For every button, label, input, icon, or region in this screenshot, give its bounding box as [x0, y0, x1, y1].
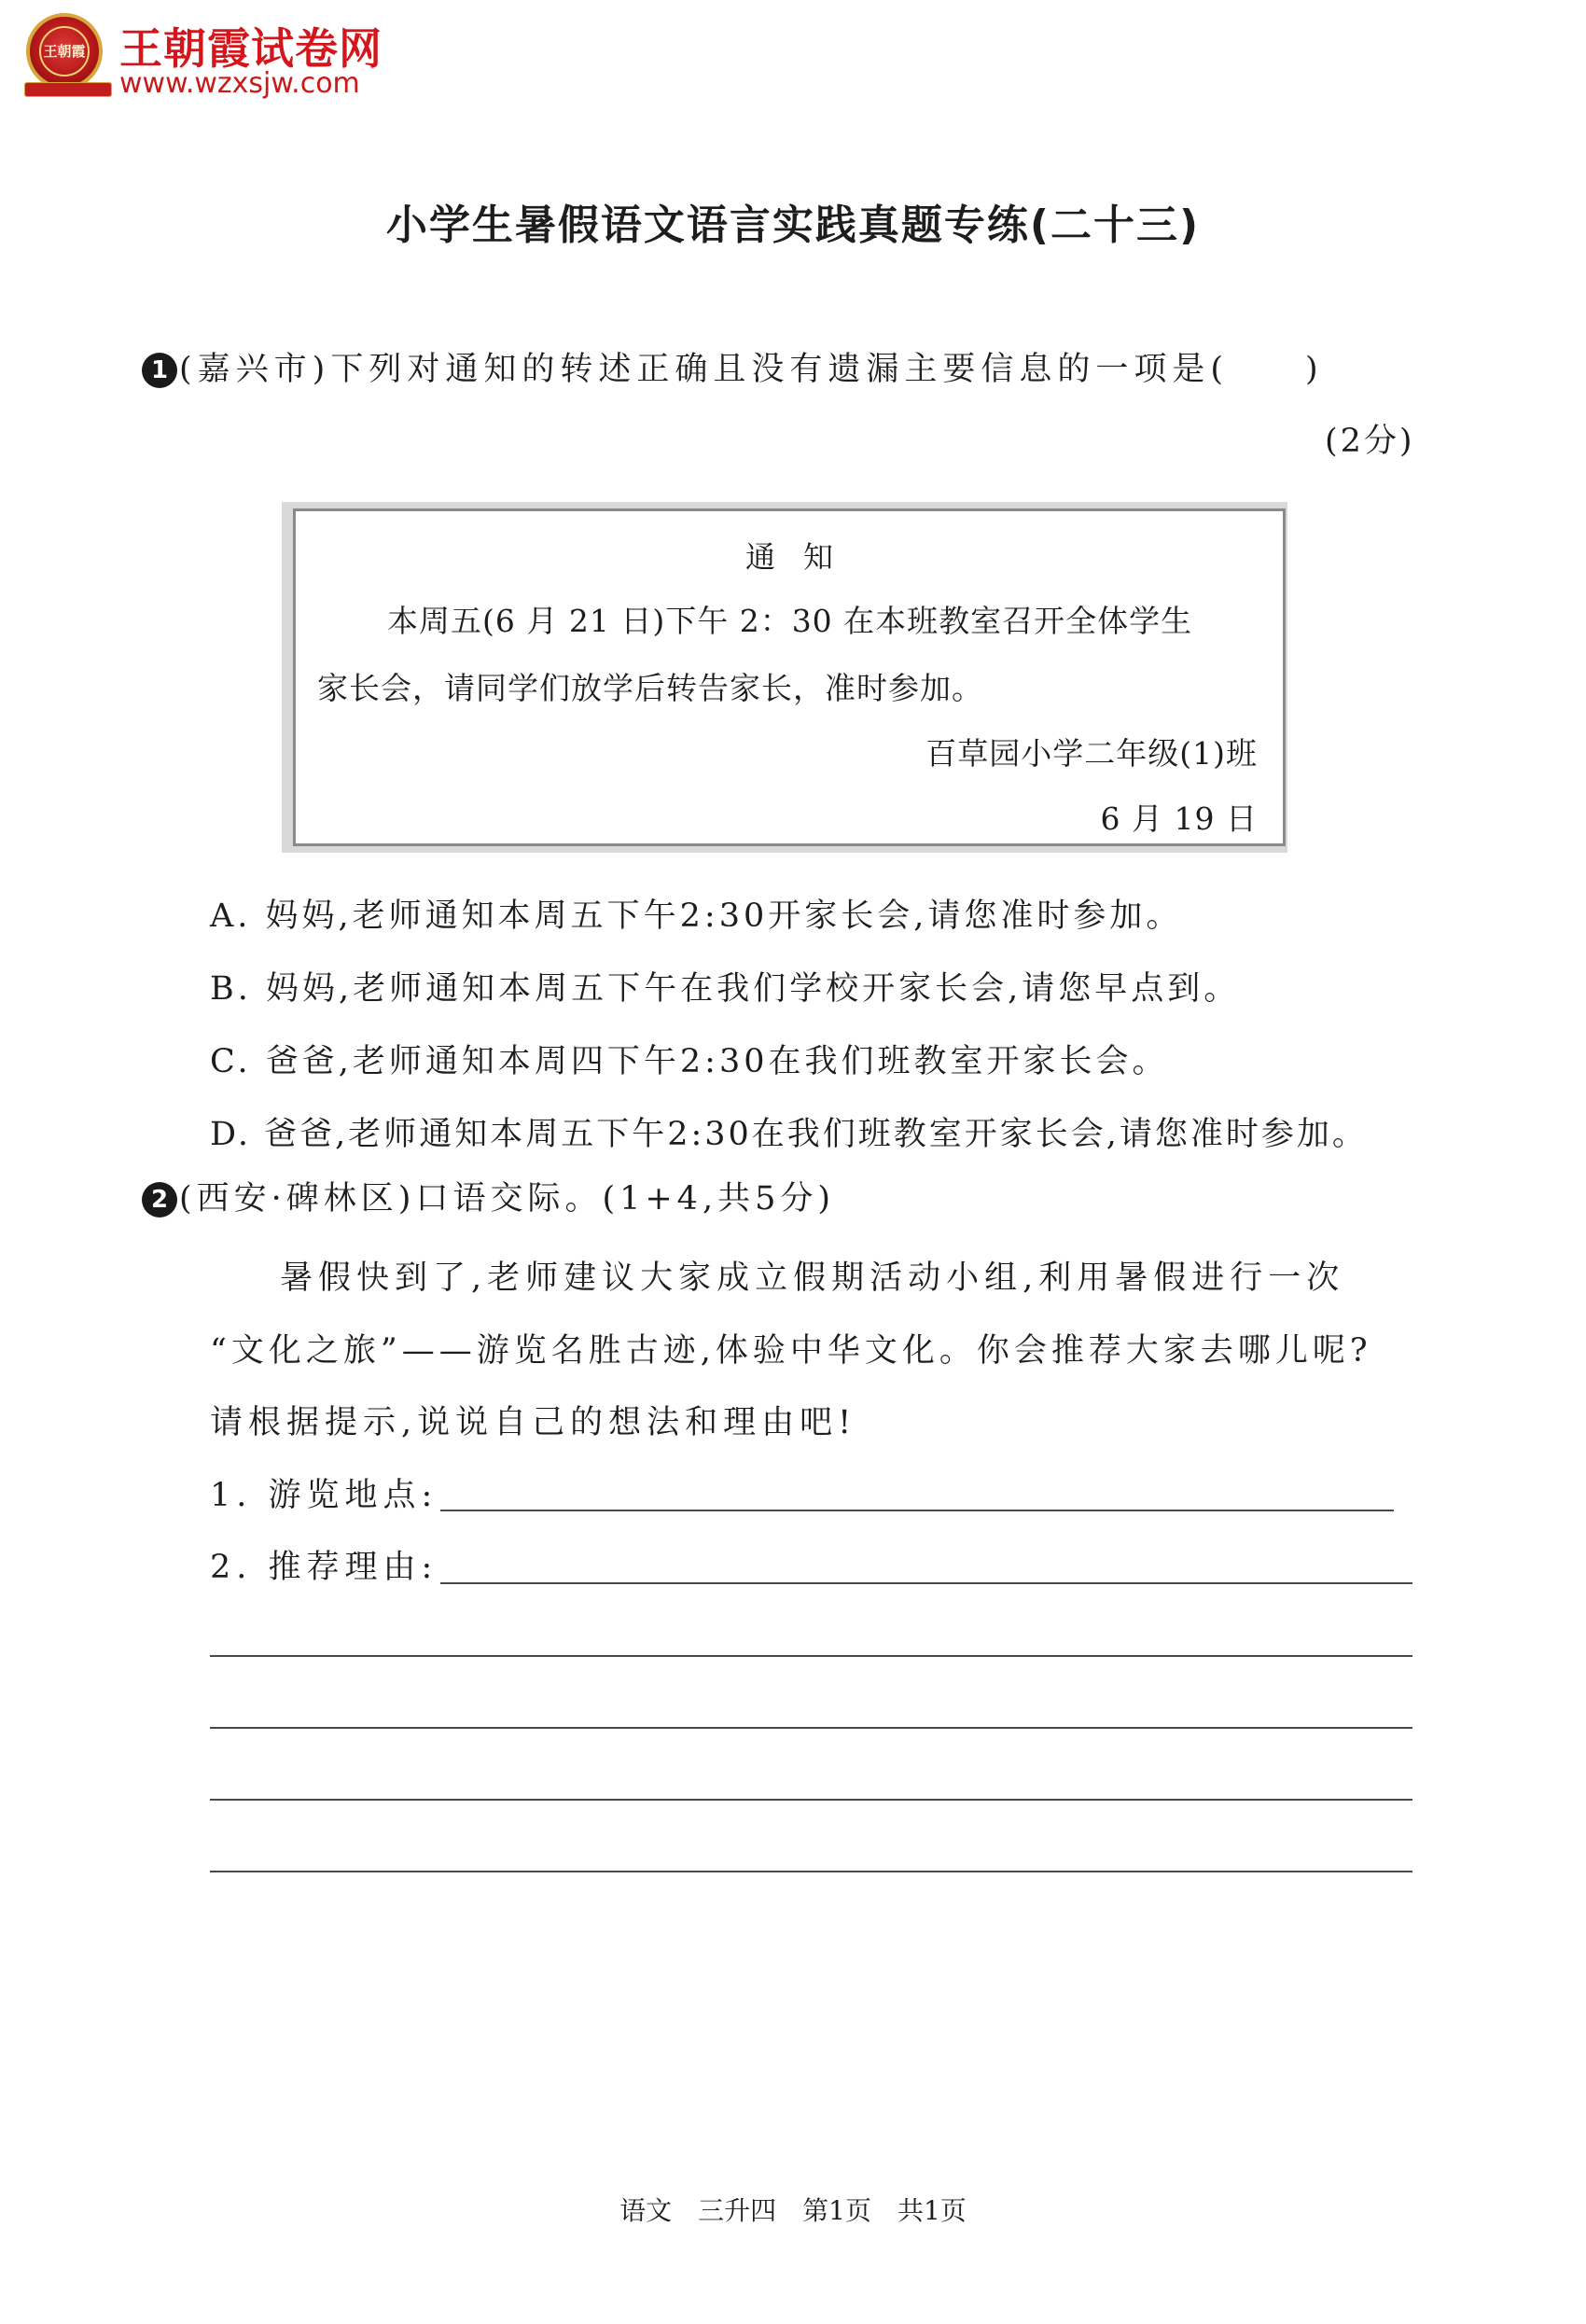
question-1-text: 下列对通知的转述正确且没有遗漏主要信息的一项是( ) — [330, 351, 1324, 388]
question-2-paragraph-line-1: 暑假快到了,老师建议大家成立假期活动小组,利用暑假进行一次 — [280, 1259, 1345, 1297]
question-2-source: (西安·碑林区) — [179, 1180, 416, 1218]
page-title: 小学生暑假语文语言实践真题专练(二十三) — [385, 202, 1201, 249]
question-number-badge: 1 — [142, 353, 177, 388]
question-1-source: (嘉兴市) — [179, 351, 331, 388]
answer-line-5[interactable] — [210, 1799, 1412, 1801]
option-c: C. 爸爸,老师通知本周四下午2:30在我们班教室开家长会。 — [210, 1043, 1169, 1080]
question-2-text: 口语交际。(1+4,共5分) — [415, 1180, 836, 1218]
question-1-score: (2分) — [1325, 423, 1415, 460]
notice-body-line-2: 家长会，请同学们放学后转告家长，准时参加。 — [317, 670, 983, 706]
question-2-paragraph-line-2: “文化之旅”——游览名胜古迹,体验中华文化。你会推荐大家去哪儿呢? — [210, 1332, 1372, 1370]
notice-title: 通知 — [744, 539, 861, 575]
brand-name: 王朝霞试卷网 — [119, 23, 383, 74]
answer-line-1[interactable] — [440, 1510, 1394, 1511]
site-logo — [26, 13, 381, 99]
answer-line-2[interactable] — [440, 1582, 1412, 1584]
option-a: A. 妈妈,老师通知本周五下午2:30开家长会,请您准时参加。 — [210, 898, 1183, 935]
answer-line-6[interactable] — [210, 1871, 1412, 1872]
question-2-stem — [142, 1179, 835, 1218]
question-2-item-2: 2. 推荐理由: — [210, 1549, 438, 1586]
question-2-paragraph-line-3: 请根据提示,说说自己的想法和理由吧! — [210, 1404, 857, 1441]
brand-url: www.wzxsjw.com — [119, 67, 360, 100]
option-d: D. 爸爸,老师通知本周五下午2:30在我们班教室开家长会,请您准时参加。 — [210, 1116, 1368, 1153]
seal-ribbon — [24, 82, 112, 97]
question-1-stem — [142, 350, 1324, 389]
notice-date: 6 月 19 日 — [1100, 800, 1258, 837]
seal-text: 王朝霞 — [39, 26, 90, 77]
question-number-badge: 2 — [142, 1182, 177, 1218]
notice-signature: 百草园小学二年级(1)班 — [925, 735, 1258, 772]
seal-emblem-icon — [26, 13, 103, 90]
notice-body-line-1: 本周五(6 月 21 日)下午 2：30 在本班教室召开全体学生 — [387, 603, 1193, 639]
option-b: B. 妈妈,老师通知本周五下午在我们学校开家长会,请您早点到。 — [210, 970, 1241, 1008]
answer-line-4[interactable] — [210, 1727, 1412, 1729]
question-2-item-1: 1. 游览地点: — [210, 1477, 438, 1514]
answer-line-3[interactable] — [210, 1655, 1412, 1657]
page-footer: 语文 三升四 第1页 共1页 — [619, 2195, 967, 2226]
